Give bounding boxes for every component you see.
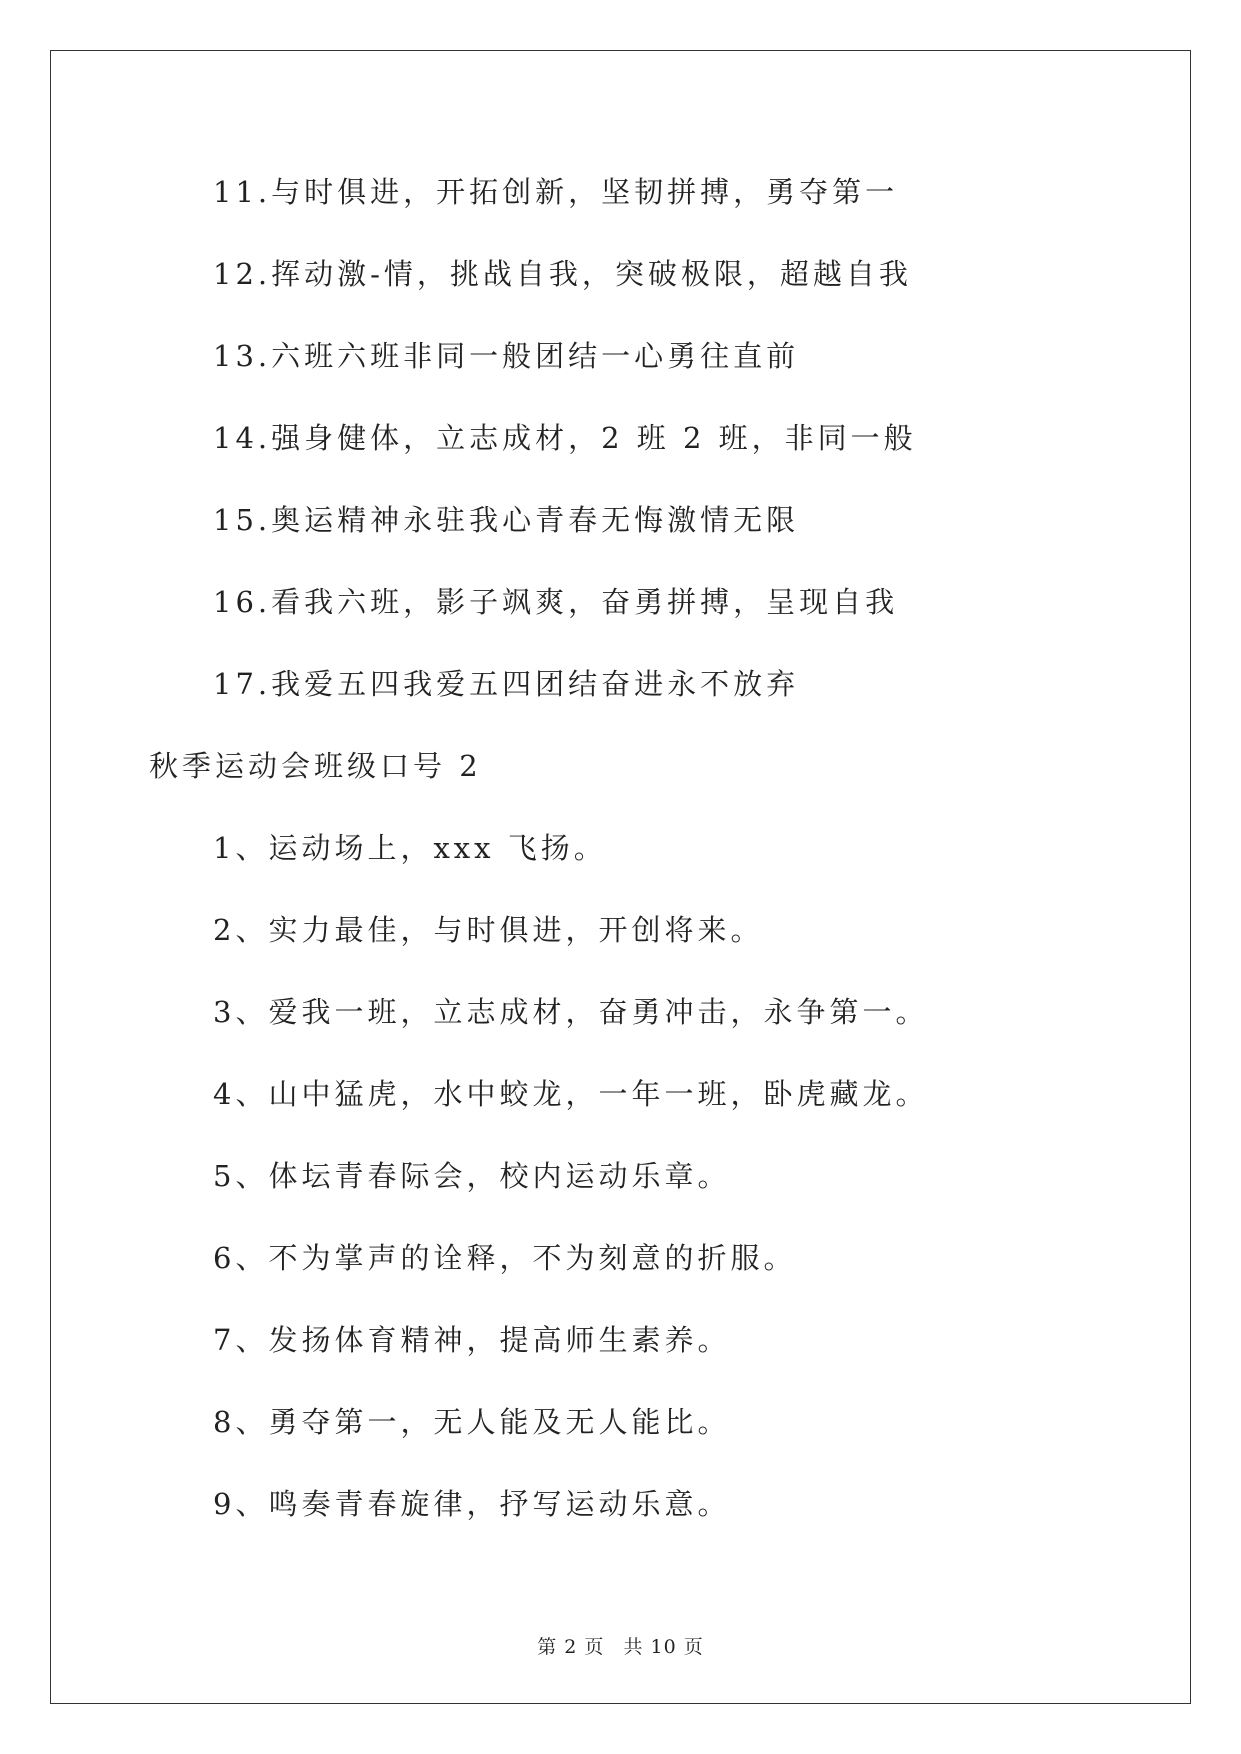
slogan-item-6: 6、不为掌声的诠释，不为刻意的折服。 — [213, 1241, 797, 1275]
slogan-item-9: 9、鸣奏青春旋律，抒写运动乐意。 — [213, 1487, 731, 1521]
slogan-item-7: 7、发扬体育精神，提高师生素养。 — [213, 1323, 731, 1357]
slogan-item-2: 2、实力最佳，与时俱进，开创将来。 — [213, 913, 764, 947]
page-border — [50, 50, 1191, 1704]
slogan-item-16: 16.看我六班，影子飒爽，奋勇拼搏，呈现自我 — [213, 585, 899, 619]
slogan-item-15: 15.奥运精神永驻我心青春无悔激情无限 — [213, 503, 800, 537]
slogan-item-12: 12.挥动激-情，挑战自我，突破极限，超越自我 — [213, 257, 912, 291]
slogan-item-8: 8、勇夺第一，无人能及无人能比。 — [213, 1405, 731, 1439]
slogan-item-14: 14.强身健体，立志成材，2 班 2 班，非同一般 — [213, 421, 917, 455]
slogan-item-1: 1、运动场上，xxx 飞扬。 — [213, 831, 607, 865]
slogan-item-3: 3、爱我一班，立志成材，奋勇冲击，永争第一。 — [213, 995, 929, 1029]
section-heading: 秋季运动会班级口号 2 — [149, 749, 482, 783]
slogan-item-17: 17.我爱五四我爱五四团结奋进永不放弃 — [213, 667, 800, 701]
slogan-item-4: 4、山中猛虎，水中蛟龙，一年一班，卧虎藏龙。 — [213, 1077, 929, 1111]
page-footer — [0, 1632, 1241, 1659]
page-number-total: 共 10 页 — [623, 1636, 704, 1658]
page-number-current: 第 2 页 — [537, 1636, 605, 1658]
slogan-item-11: 11.与时俱进，开拓创新，坚韧拼搏，勇夺第一 — [213, 175, 899, 209]
slogan-item-5: 5、体坛青春际会，校内运动乐章。 — [213, 1159, 731, 1193]
slogan-item-13: 13.六班六班非同一般团结一心勇往直前 — [213, 339, 800, 373]
